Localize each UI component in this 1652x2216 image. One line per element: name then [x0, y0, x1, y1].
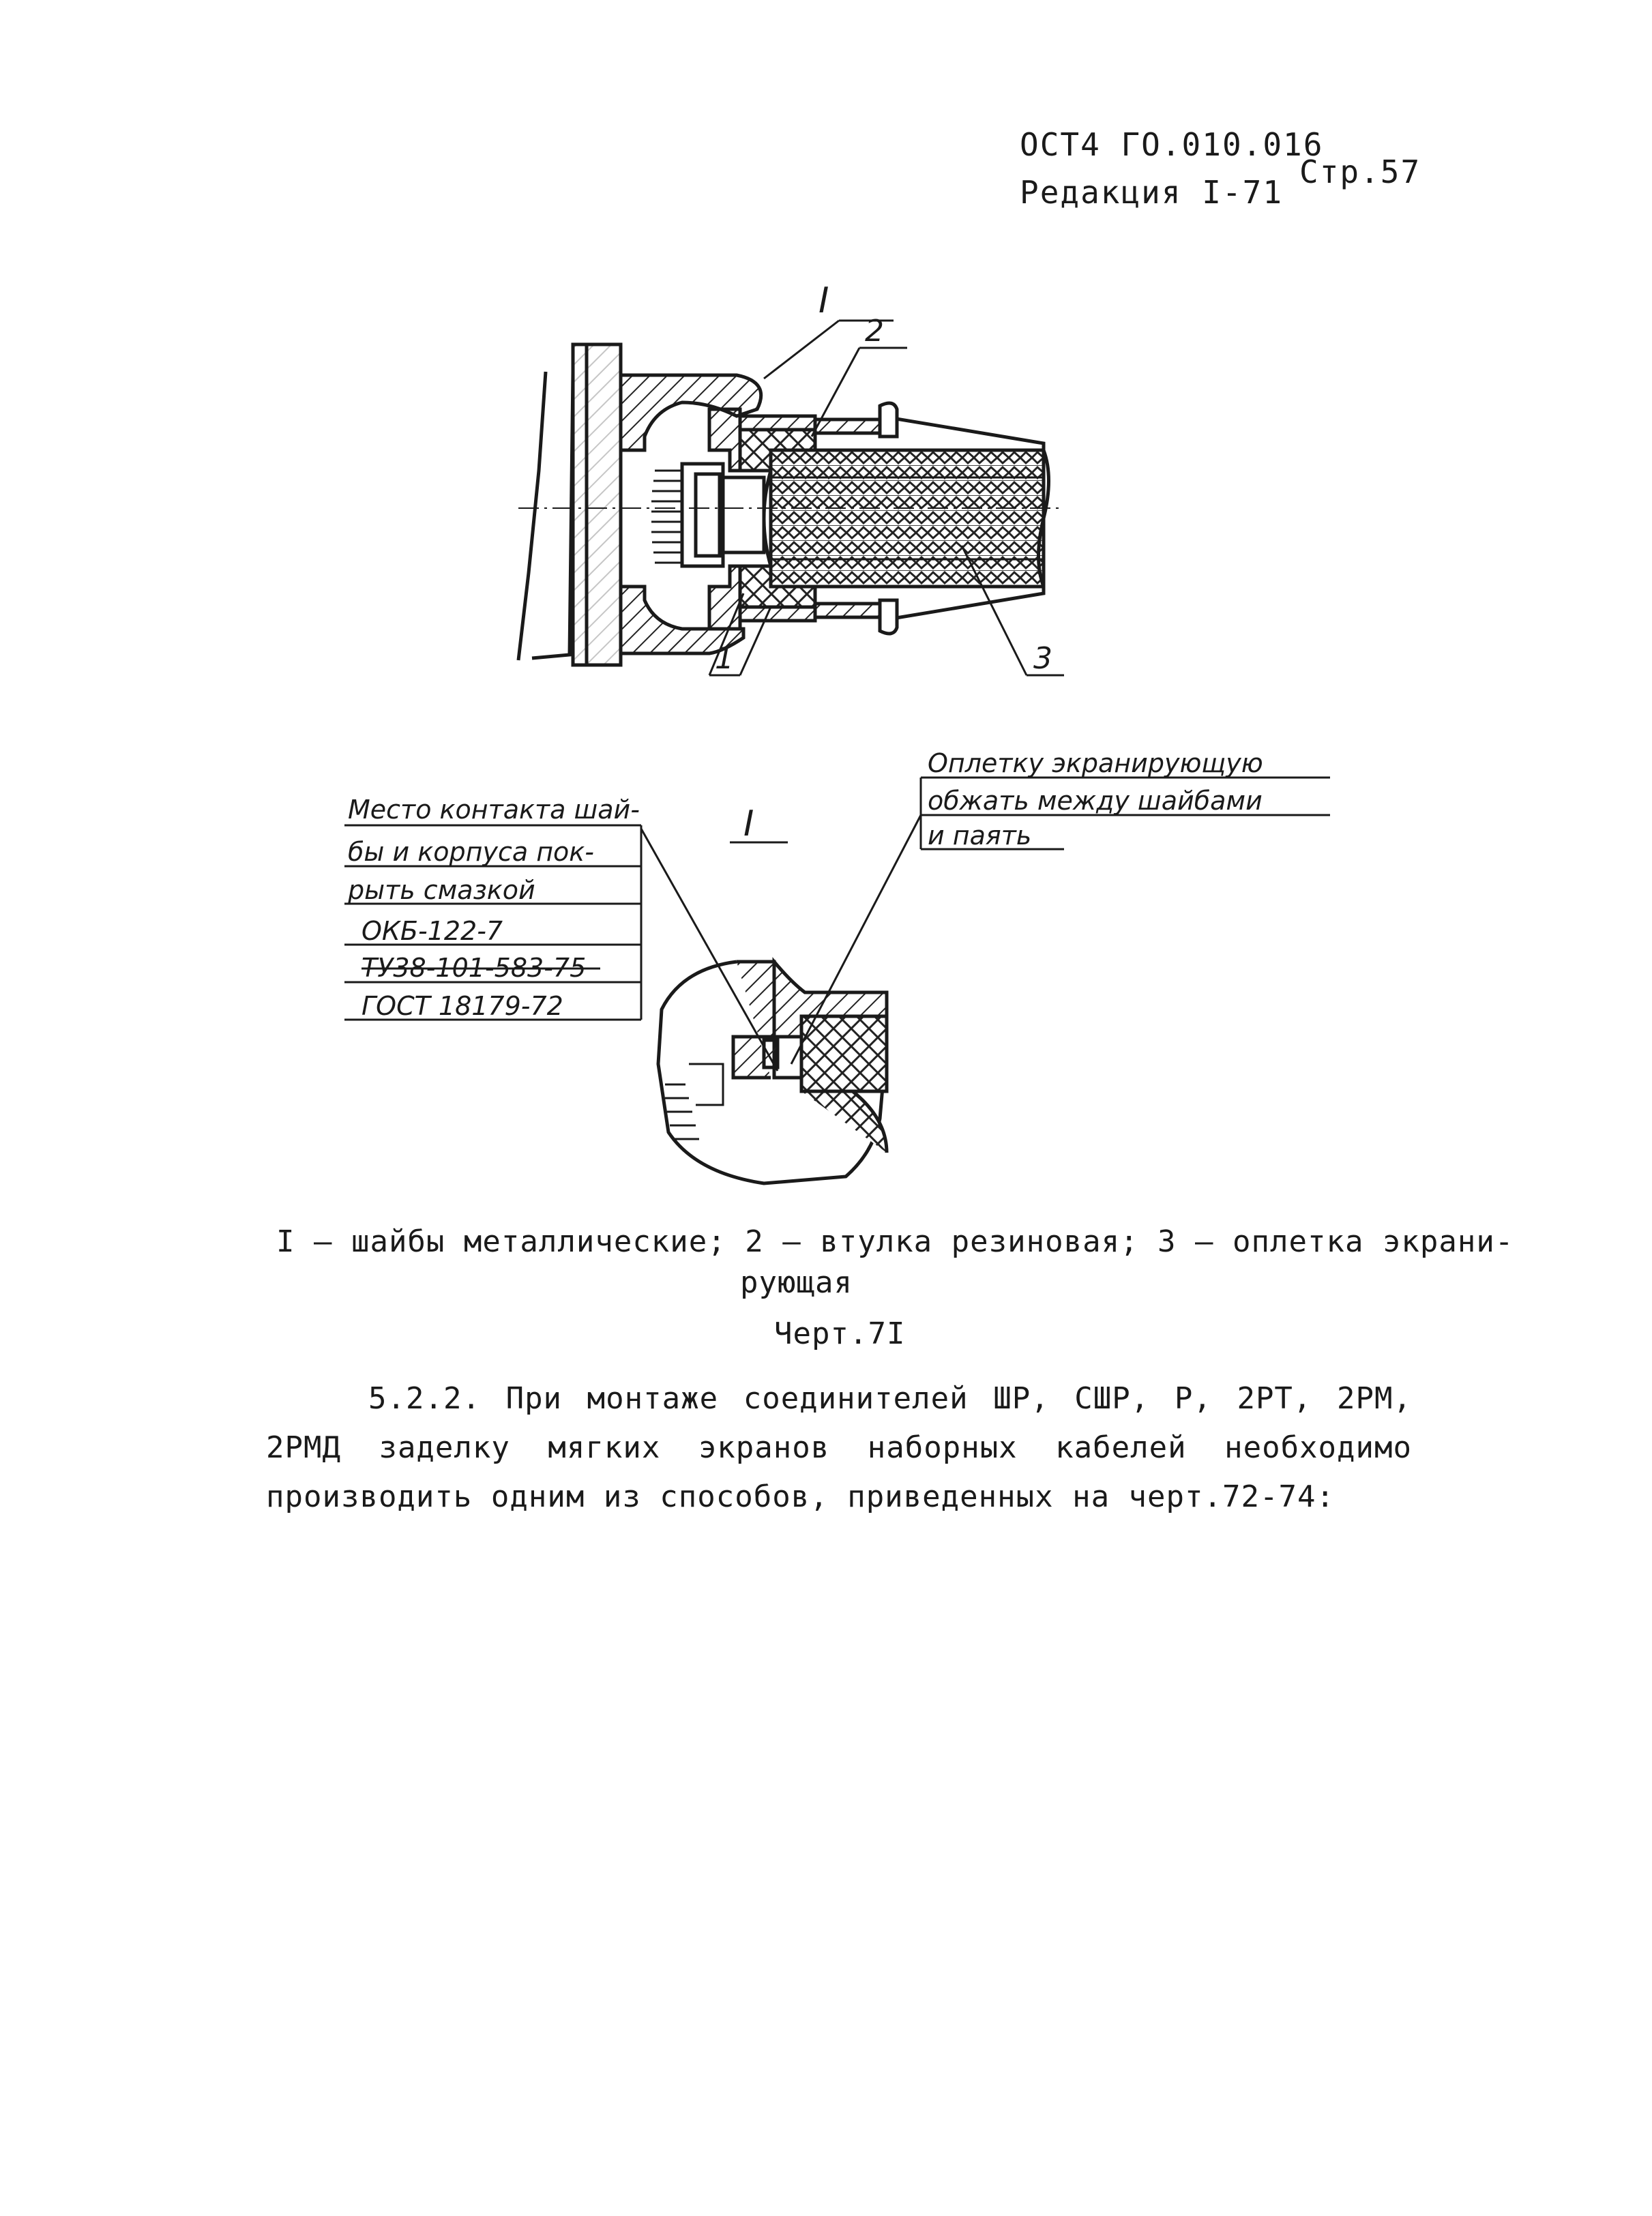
note-right-line: и паять: [928, 821, 1032, 851]
legend-line-1: I – шайбы металлические; 2 – втулка резиновая; 3 – оплетка экрани-: [276, 1224, 1514, 1259]
note-left-line: Место контакта шай-: [348, 795, 640, 825]
legend-line-2: рующая: [740, 1265, 853, 1300]
callout-3: 3: [1033, 641, 1052, 676]
paragraph-number: 5.2.2.: [368, 1381, 481, 1416]
detail-label: I: [743, 803, 754, 844]
callout-2: 2: [865, 314, 884, 349]
callout-view-i: I: [818, 280, 829, 321]
body-paragraph: [266, 1374, 1412, 1522]
note-left: [347, 795, 640, 1021]
note-right: [928, 748, 1263, 851]
callout-1: 1: [715, 641, 734, 676]
note-left-line: ТУ38-101-583-75: [362, 953, 587, 983]
figure-caption: Черт.7I: [774, 1316, 906, 1351]
paragraph-text: При монтаже соединителей ШР, СШР, Р, 2РТ, 2РМ, 2РМД заделку мягких экранов наборных кабелей необходимо производить одним из способов, приведенных на черт.72-74:: [266, 1381, 1412, 1514]
revision-label: Редакция I-71: [1020, 174, 1284, 211]
connector-assembly-drawing: [518, 321, 1064, 675]
note-right-line: Оплетку экранирующую: [928, 748, 1263, 778]
note-right-line: обжать между шайбами: [928, 786, 1263, 816]
note-left-line: ГОСТ 18179-72: [362, 991, 563, 1021]
note-left-line: бы и корпуса пок-: [348, 837, 594, 867]
note-left-line: рыть смазкой: [348, 875, 535, 905]
document-code: ОСТ4 ГО.010.016: [1020, 126, 1324, 163]
note-left-line: ОКБ-122-7: [362, 916, 503, 946]
page-number: Стр.57: [1299, 153, 1421, 190]
